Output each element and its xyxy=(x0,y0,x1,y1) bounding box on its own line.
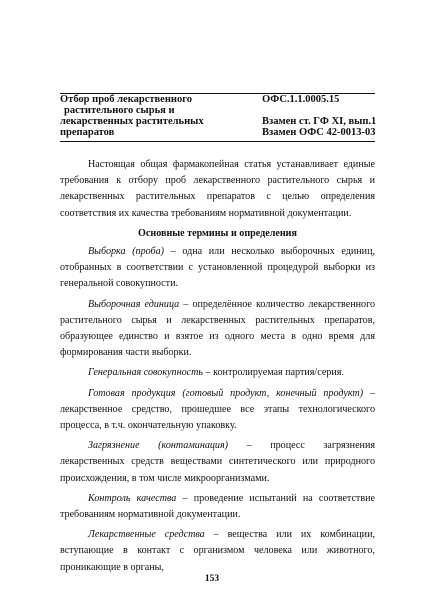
definition-paragraph xyxy=(60,365,375,381)
definition-term: Генеральная совокупность xyxy=(88,367,204,379)
definition-text: – вещества или их комбинации, вступающие в контакт с организмом человека или животного, проникающие в органы, xyxy=(60,529,375,573)
definition-term: Выборочная единица xyxy=(88,298,180,310)
replaces-line-2: Взамен ОФС 42-0013-03 xyxy=(262,127,376,138)
definition-term: Лекарственные средства xyxy=(88,529,205,541)
definition-text: – лекарственное средство, прошедшее все этапы технологического процесса, в т.ч. окончательную упаковку. xyxy=(60,387,375,432)
definition-term: Загрязнение (контаминация) xyxy=(88,440,229,452)
definition-text: – определённое количество лекарственного растительного сырья и лекарственных растительных препаратов, образующее единство и взятое из одного места в одно время для формирования части выборки. xyxy=(60,298,375,359)
definition-paragraph xyxy=(60,297,375,362)
definition-text: – контролируемая партия/серия. xyxy=(203,367,344,379)
article-title-line: лекарственных растительных xyxy=(60,116,204,127)
article-body xyxy=(60,157,375,580)
definition-paragraph xyxy=(60,386,375,435)
definition-paragraph xyxy=(60,244,375,293)
definition-text: – процесс загрязнения лекарственных средств веществами синтетического или природного происхождения, в том числе микроорганизмами. xyxy=(60,440,375,484)
article-title-line: Отбор проб лекарственного xyxy=(60,94,192,105)
article-header xyxy=(60,94,375,138)
article-code: ОФС.1.1.0005.15 xyxy=(262,94,340,105)
article-title xyxy=(60,94,235,138)
definition-text: – проведение испытаний на соответствие требованиям нормативной документации. xyxy=(60,492,375,521)
article-title-line: растительного сырья и xyxy=(64,105,175,116)
definition-term: Контроль качества xyxy=(88,492,177,504)
section-heading: Основные термины и определения xyxy=(138,227,297,239)
header-bottom-rule xyxy=(60,141,375,142)
definition-paragraph xyxy=(60,438,375,487)
definition-text: – одна или несколько выборочных единиц, отобранных в соответствии с установленной процедурой выборки из генеральной совокупности. xyxy=(60,246,375,290)
intro-paragraph: Настоящая общая фармакопейная статья устанавливает единые требования к отбору проб лекарственного растительного сырья и лекарственных растительных препаратов с целью определения соответствия их качества требованиям нормативной документации. xyxy=(60,159,375,219)
definition-term: Выборка (проба) xyxy=(88,246,165,258)
article-title-line: препаратов xyxy=(60,127,115,138)
definition-paragraph xyxy=(60,491,375,523)
page-number: 153 xyxy=(204,574,220,584)
replaces-line-1: Взамен ст. ГФ XI, вып.1 xyxy=(262,116,377,127)
definition-paragraph xyxy=(60,527,375,576)
article-meta xyxy=(262,94,382,138)
definition-term: Готовая продукция (готовый продукт, конечный продукт) xyxy=(88,387,364,399)
